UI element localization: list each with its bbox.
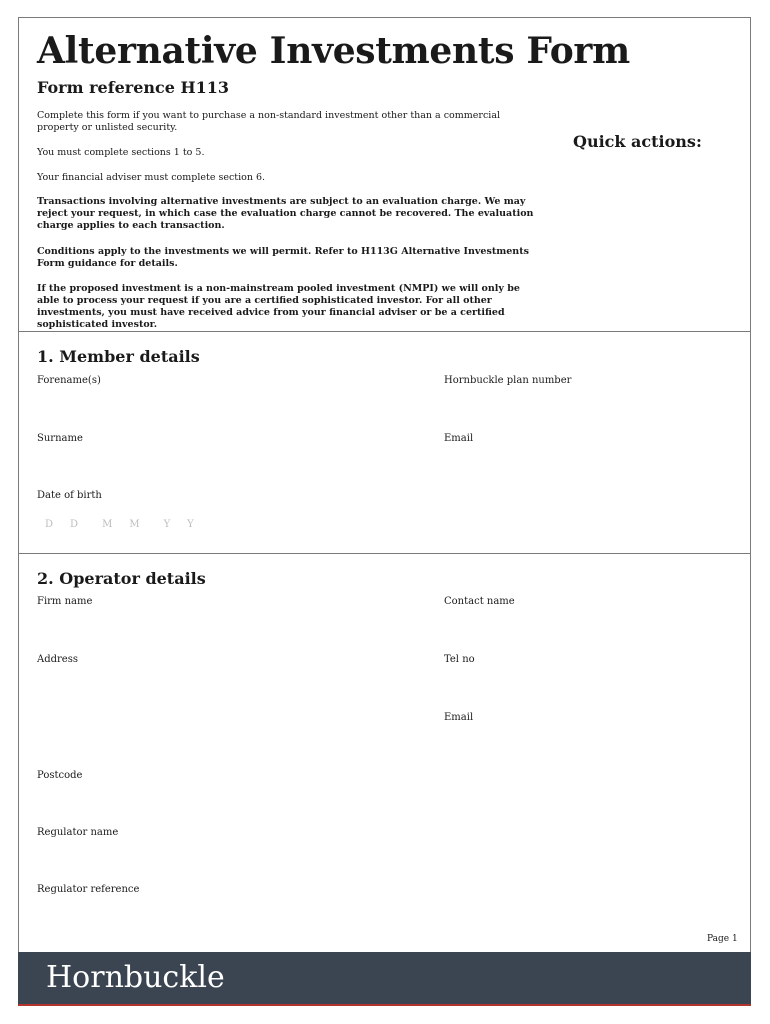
member-email-field[interactable]: Email (444, 433, 474, 444)
dob-month-1[interactable]: M (102, 519, 113, 530)
intro-paragraph-2: You must complete sections 1 to 5. (37, 147, 205, 158)
dob-day-2[interactable]: D (70, 519, 79, 530)
dob-day-1[interactable]: D (45, 519, 54, 530)
footer-accent-line (18, 1004, 751, 1006)
section-2-title: 2. Operator details (37, 569, 206, 588)
regulator-name-field[interactable]: Regulator name (37, 827, 119, 838)
intro-paragraph-6: If the proposed investment is a non-mainstream pooled investment (NMPI) we will only be able to process your request if you are a certified sophisticated investor. For all other investments, you must have received advice from your financial adviser or be a certified sophisticated investor. (37, 283, 520, 330)
page-number: Page 1 (707, 934, 738, 944)
quick-actions-label: Quick actions: (573, 132, 702, 151)
plan-number-field[interactable]: Hornbuckle plan number (444, 375, 572, 386)
forename-field[interactable]: Forename(s) (37, 375, 101, 386)
address-field[interactable]: Address (37, 654, 78, 665)
form-title: Alternative Investments Form (37, 30, 630, 72)
dob-label: Date of birth (37, 490, 102, 501)
dob-year-2[interactable]: Y (187, 519, 194, 530)
surname-field[interactable]: Surname (37, 433, 83, 444)
intro-paragraph-5: Conditions apply to the investments we will permit. Refer to H113G Alternative Investments Form guidance for details. (37, 246, 529, 269)
contact-name-field[interactable]: Contact name (444, 596, 515, 607)
form-reference: Form reference H113 (37, 78, 230, 97)
dob-month-2[interactable]: M (129, 519, 140, 530)
form-frame (18, 17, 751, 1006)
dob-input[interactable] (45, 519, 211, 530)
tel-field[interactable]: Tel no (444, 654, 475, 665)
dob-year-1[interactable]: Y (163, 519, 171, 530)
intro-paragraph-4: Transactions involving alternative investments are subject to an evaluation charge. We may reject your request, in which case the evaluation charge cannot be recovered. The evaluation charge applies to each transaction. (37, 196, 534, 231)
hornbuckle-logo: Hornbuckle (46, 960, 225, 995)
regulator-reference-field[interactable]: Regulator reference (37, 884, 140, 895)
intro-paragraph-1: Complete this form if you want to purchase a non-standard investment other than a commercial property or unlisted security. (37, 110, 501, 133)
intro-paragraph-3: Your financial adviser must complete section 6. (37, 172, 266, 183)
firm-name-field[interactable]: Firm name (37, 596, 93, 607)
postcode-field[interactable]: Postcode (37, 770, 83, 781)
section-divider (18, 553, 751, 554)
operator-email-field[interactable]: Email (444, 712, 474, 723)
section-1-title: 1. Member details (37, 347, 200, 366)
section-divider (18, 331, 751, 332)
